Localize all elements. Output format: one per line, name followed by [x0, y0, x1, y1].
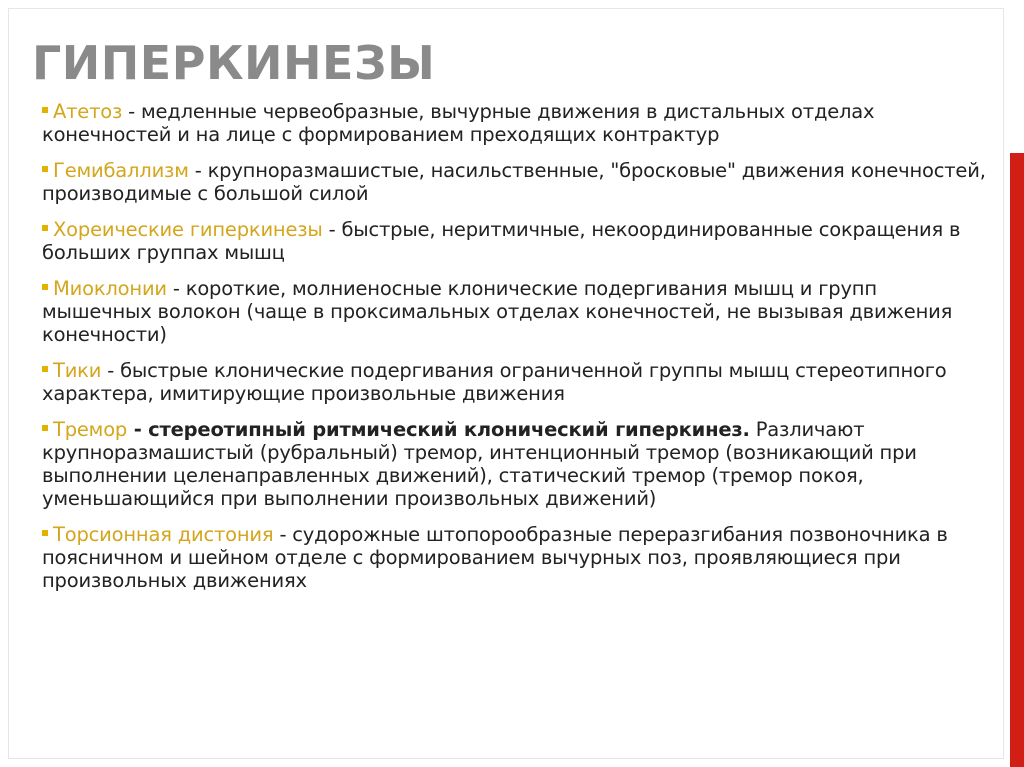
list-item-tics [42, 359, 992, 405]
list-item-tremor [42, 418, 992, 510]
square-bullet-icon [42, 284, 48, 290]
list-item-torsion-dystonia [42, 523, 992, 592]
term-description: - медленные червеобразные, вычурные движения в дистальных отделах конечностей и на лице с формированием преходящих контрактур [42, 100, 875, 146]
square-bullet-icon [42, 225, 48, 231]
term-label: Гемибаллизм [53, 159, 189, 182]
term-description: - короткие, молниеносные клонические подергивания мышц и групп мышечных волокон (чаще в проксимальных отделах конечностей, не вызывая движения конечности) [42, 277, 953, 346]
list-item-hemiballismus [42, 159, 992, 205]
list-item-athetosis [42, 100, 992, 146]
term-label: Тремор [53, 418, 128, 441]
list-item-chorea [42, 218, 992, 264]
term-description: - судорожные штопорообразные переразгибания позвоночника в поясничном и шейном отделе с формированием вычурных поз, проявляющиеся при произвольных движениях [42, 523, 948, 592]
term-description: - стереотипный ритмический клонический гиперкинез. [127, 418, 750, 441]
term-label: Тики [53, 359, 102, 382]
square-bullet-icon [42, 425, 48, 431]
red-accent-bar [1010, 153, 1024, 767]
term-label: Атетоз [53, 100, 123, 123]
square-bullet-icon [42, 530, 48, 536]
term-label: Миоклонии [53, 277, 167, 300]
square-bullet-icon [42, 166, 48, 172]
square-bullet-icon [42, 107, 48, 113]
term-label: Торсионная дистония [53, 523, 274, 546]
term-description: - крупноразмашистые, насильственные, "бросковые" движения конечностей, производимые с большой силой [42, 159, 986, 205]
square-bullet-icon [42, 366, 48, 372]
list-item-myoclonus [42, 277, 992, 346]
term-description-continued: Различают крупноразмашистый (рубральный) тремор, интенционный тремор (возникающий при выполнении целенаправленных движений), статический тремор (тремор покоя, уменьшающийся при выполнении произвольных движений) [42, 418, 917, 510]
term-description: - быстрые клонические подергивания ограниченной группы мышц стереотипного характера, имитирующие произвольные движения [42, 359, 947, 405]
term-label: Хореические гиперкинезы [53, 218, 323, 241]
term-description: - быстрые, неритмичные, некоординированные сокращения в больших группах мышц [42, 218, 961, 264]
slide-title: ГИПЕРКИНЕЗЫ [32, 36, 436, 90]
hyperkinesis-list [42, 100, 992, 592]
